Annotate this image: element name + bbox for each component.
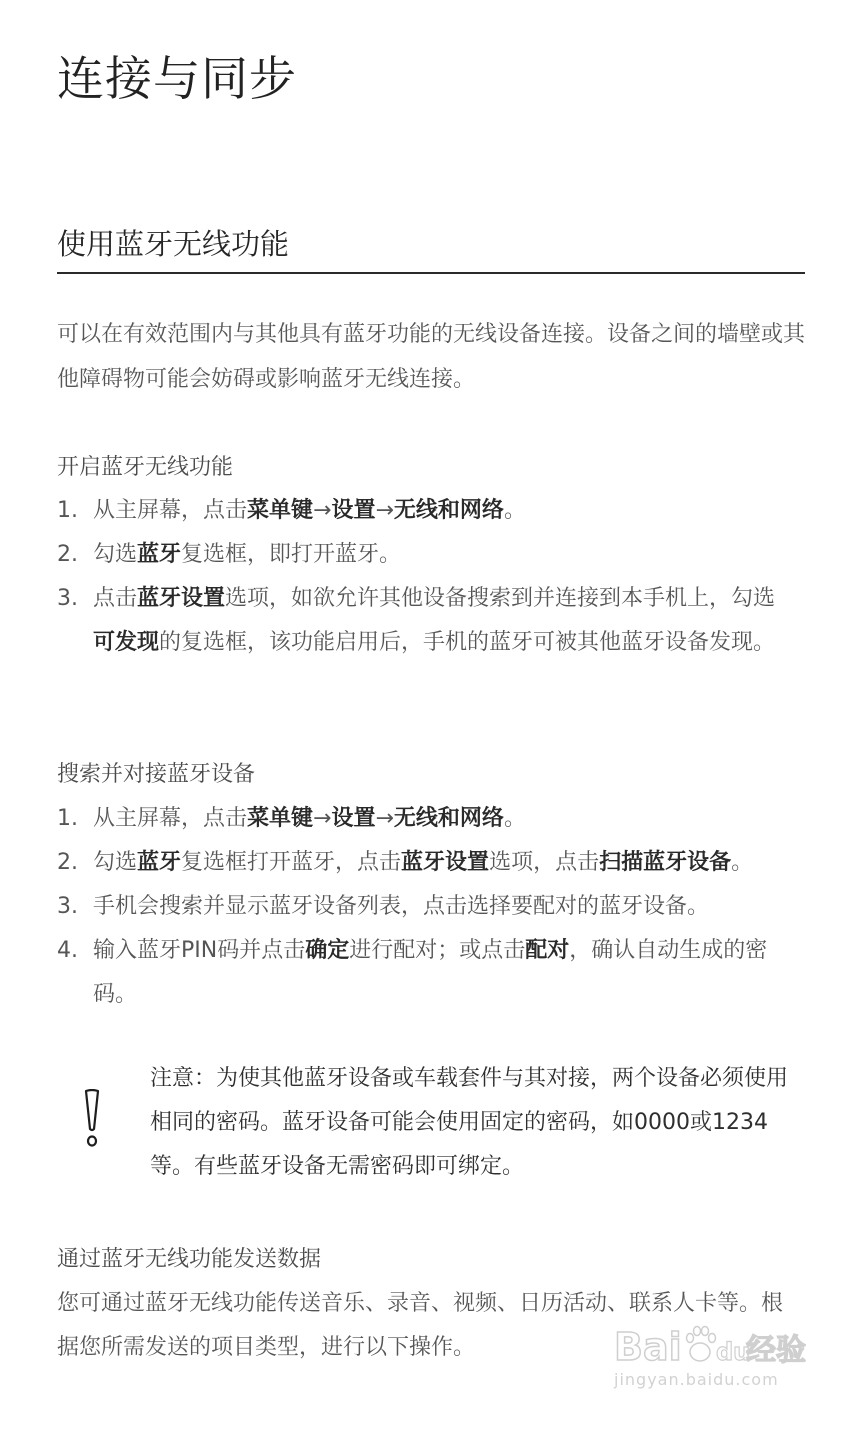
logo-text-du: du	[716, 1338, 751, 1366]
step-text: 从主屏幕，点击菜单键→设置→无线和网络。	[93, 498, 526, 523]
note-box	[57, 1057, 797, 1187]
page-title: 连接与同步	[57, 52, 297, 107]
exclamation-icon	[81, 1089, 103, 1149]
enable-bluetooth-heading: 开启蓝牙无线功能	[57, 455, 234, 480]
pair-step-1	[57, 797, 797, 841]
step-text: 输入蓝牙PIN码并点击确定进行配对；或点击配对，确认自动生成的密码。	[93, 938, 768, 1007]
step-text: 勾选蓝牙复选框打开蓝牙，点击蓝牙设置选项，点击扫描蓝牙设备。	[93, 850, 754, 875]
note-text: 注意：为使其他蓝牙设备或车载套件与其对接，两个设备必须使用相同的密码。蓝牙设备可能会使用固定的密码，如0000或1234等。有些蓝牙设备无需密码即可绑定。	[150, 1066, 789, 1179]
step-number: 2.	[57, 850, 78, 875]
step-text: 点击蓝牙设置选项，如欲允许其他设备搜索到并连接到本手机上，勾选可发现的复选框，该功能启用后，手机的蓝牙可被其他蓝牙设备发现。	[93, 586, 776, 655]
baidu-jingyan-watermark	[612, 1318, 812, 1396]
step-number: 3.	[57, 586, 78, 611]
enable-step-1	[57, 489, 797, 533]
step-number: 3.	[57, 894, 78, 919]
step-text: 手机会搜索并显示蓝牙设备列表，点击选择要配对的蓝牙设备。	[93, 894, 710, 919]
section-heading: 使用蓝牙无线功能	[57, 222, 805, 274]
pair-step-4	[57, 929, 797, 1017]
logo-text-bai: Bai	[614, 1325, 682, 1369]
pair-step-3	[57, 885, 797, 929]
enable-step-3	[57, 577, 797, 665]
logo-text-jingyan: 经验	[746, 1333, 806, 1368]
pair-step-2	[57, 841, 797, 885]
send-data-paragraph: 您可通过蓝牙无线功能传送音乐、录音、视频、日历活动、联系人卡等。根据您所需发送的项目类型，进行以下操作。	[57, 1291, 784, 1360]
watermark-url: jingyan.baidu.com	[614, 1370, 779, 1389]
paw-icon	[687, 1327, 716, 1362]
enable-step-2	[57, 533, 797, 577]
intro-paragraph: 可以在有效范围内与其他具有蓝牙功能的无线设备连接。设备之间的墙壁或其他障碍物可能会妨碍或影响蓝牙无线连接。	[57, 322, 806, 392]
step-text: 勾选蓝牙复选框，即打开蓝牙。	[93, 542, 402, 567]
step-text: 从主屏幕，点击菜单键→设置→无线和网络。	[93, 806, 526, 831]
step-number: 1.	[57, 806, 78, 831]
baidu-logo	[612, 1318, 812, 1374]
step-number: 2.	[57, 542, 78, 567]
pair-devices-heading: 搜索并对接蓝牙设备	[57, 762, 256, 787]
step-number: 1.	[57, 498, 78, 523]
step-number: 4.	[57, 938, 78, 963]
enable-steps-list	[57, 489, 797, 665]
send-data-heading: 通过蓝牙无线功能发送数据	[57, 1247, 322, 1272]
pair-steps-list	[57, 797, 797, 1017]
